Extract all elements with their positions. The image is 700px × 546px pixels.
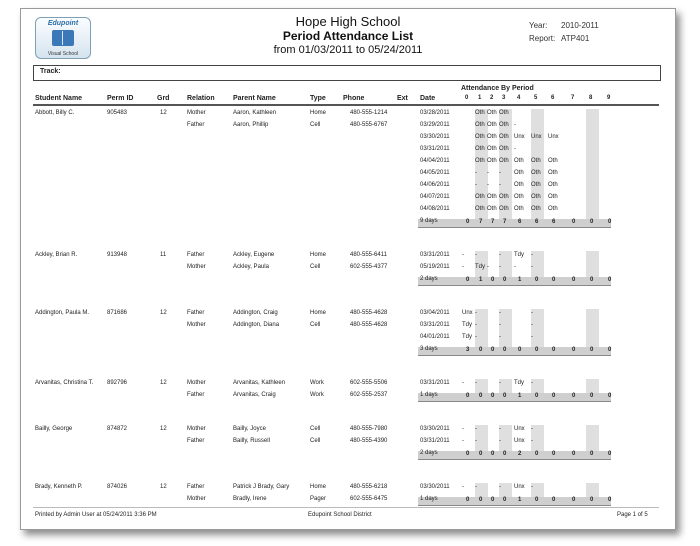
report-title: Period Attendance List (282, 29, 414, 43)
attendance-mark: Oth (475, 110, 485, 116)
attendance-mark: - (475, 322, 477, 328)
period-total: 0 (552, 497, 556, 503)
attendance-mark: - (531, 438, 533, 444)
attendance-mark: - (531, 380, 533, 386)
period-total: 0 (479, 451, 483, 457)
attendance-date: 04/04/2011 (420, 158, 450, 164)
attendance-mark: Unx (548, 134, 559, 140)
period-total: 0 (466, 219, 470, 225)
perm-id: 905483 (107, 110, 128, 116)
parent-name: Addington, Craig (233, 310, 278, 316)
parent-name: Bailly, Joyce (233, 426, 266, 432)
phone-number: 602-555-6475 (350, 496, 388, 502)
report-label: Report: (529, 34, 556, 43)
attendance-mark: Oth (475, 206, 485, 212)
days-total: 1 days (420, 496, 438, 502)
period-total: 0 (590, 347, 594, 353)
attendance-mark: Oth (475, 134, 485, 140)
parent-relation: Father (187, 484, 205, 490)
col-parent-name: Parent Name (233, 95, 276, 102)
perm-id: 871686 (107, 310, 128, 316)
attendance-mark: Oth (475, 194, 485, 200)
period-total: 0 (518, 347, 522, 353)
page-number: Page 1 of 5 (617, 512, 648, 518)
attendance-mark: - (475, 334, 477, 340)
phone-type: Cell (310, 322, 321, 328)
period-total: 1 (518, 277, 522, 283)
attendance-mark: - (499, 310, 501, 316)
attendance-mark: Oth (531, 182, 541, 188)
phone-type: Cell (310, 438, 321, 444)
period-number: 2 (490, 95, 494, 101)
year-value: 2010-2011 (561, 21, 599, 30)
attendance-mark: - (514, 122, 516, 128)
attendance-mark: Oth (531, 194, 541, 200)
grade: 11 (160, 252, 167, 258)
attendance-mark: - (514, 264, 516, 270)
attendance-mark: - (475, 170, 477, 176)
col-student-name: Student Name (35, 95, 83, 102)
attendance-date: 03/31/2011 (420, 380, 450, 386)
attendance-mark: Oth (548, 206, 558, 212)
period-total: 0 (590, 219, 594, 225)
parent-name: Bailly, Russell (233, 438, 270, 444)
attendance-mark: - (475, 310, 477, 316)
phone-type: Cell (310, 264, 321, 270)
parent-name: Ackley, Eugene (233, 252, 275, 258)
period-number: 6 (551, 95, 555, 101)
period-total: 6 (518, 219, 522, 225)
student-name: Abbott, Billy C. (35, 110, 75, 116)
period-shade (586, 109, 599, 219)
attendance-mark: - (462, 380, 464, 386)
period-total: 0 (572, 277, 576, 283)
period-number: 1 (478, 95, 482, 101)
period-number: 8 (589, 95, 593, 101)
period-total: 6 (552, 219, 556, 225)
attendance-mark: Oth (531, 206, 541, 212)
parent-relation: Mother (187, 110, 206, 116)
phone-type: Home (310, 484, 327, 490)
attendance-mark: Oth (487, 194, 497, 200)
attendance-mark: - (531, 310, 533, 316)
col-grade: Grd (157, 95, 170, 102)
attendance-mark: Oth (514, 206, 524, 212)
perm-id: 913948 (107, 252, 128, 258)
period-total: 0 (491, 277, 495, 283)
attendance-mark: Oth (499, 122, 509, 128)
period-total: 0 (552, 451, 556, 457)
period-number: 3 (502, 95, 506, 101)
days-total: 2 days (420, 276, 438, 282)
parent-relation: Father (187, 392, 205, 398)
period-total: 0 (491, 451, 495, 457)
period-shade (531, 109, 544, 219)
attendance-mark: Oth (514, 182, 524, 188)
attendance-mark: - (499, 484, 501, 490)
attendance-mark: - (475, 426, 477, 432)
attendance-mark: Unx (514, 426, 525, 432)
period-total: 0 (552, 393, 556, 399)
attendance-mark: Oth (475, 158, 485, 164)
period-number: 5 (534, 95, 538, 101)
attendance-date: 03/30/2011 (420, 484, 450, 490)
attendance-mark: Oth (514, 158, 524, 164)
attendance-mark: Unx (514, 134, 525, 140)
col-ext: Ext (397, 95, 408, 102)
period-total: 0 (608, 219, 612, 225)
period-total: 0 (503, 497, 507, 503)
period-total: 7 (503, 219, 507, 225)
parent-name: Addington, Diana (233, 322, 280, 328)
attendance-mark: Unx (514, 484, 525, 490)
attendance-date: 03/04/2011 (420, 310, 450, 316)
attendance-mark: Tdy (514, 380, 525, 386)
attendance-mark: - (531, 334, 533, 340)
attendance-mark: - (531, 264, 533, 270)
phone-type: Home (310, 252, 327, 258)
parent-name: Aaron, Kathleen (233, 110, 277, 116)
parent-name: Arvanitas, Craig (233, 392, 276, 398)
period-total: 0 (491, 497, 495, 503)
period-total: 7 (479, 219, 483, 225)
period-total: 0 (479, 497, 483, 503)
attendance-date: 03/31/2011 (420, 252, 450, 258)
attendance-mark: Oth (499, 110, 509, 116)
student-name: Bailly, George (35, 426, 73, 432)
attendance-mark: Oth (475, 122, 485, 128)
period-total: 0 (608, 497, 612, 503)
attendance-mark: Oth (475, 146, 485, 152)
period-total: 0 (466, 393, 470, 399)
attendance-mark: - (475, 182, 477, 188)
printed-by: Printed by Admin User at 05/24/2011 3:36 PM (35, 512, 157, 518)
phone-number: 480-555-6767 (350, 122, 388, 128)
attendance-date: 03/31/2011 (420, 438, 450, 444)
period-shade (586, 483, 599, 497)
attendance-mark: - (462, 252, 464, 258)
period-total: 0 (535, 497, 539, 503)
parent-name: Bradly, Irene (233, 496, 267, 502)
attendance-mark: - (531, 426, 533, 432)
attendance-mark: - (531, 484, 533, 490)
period-total: 0 (535, 451, 539, 457)
student-name: Arvanitas, Christina T. (35, 380, 94, 386)
phone-type: Pager (310, 496, 327, 502)
period-total: 0 (572, 497, 576, 503)
attendance-mark: Oth (499, 134, 509, 140)
period-number: 7 (571, 95, 575, 101)
col-date: Date (420, 95, 436, 102)
period-shade (586, 309, 599, 347)
attendance-mark: - (499, 170, 501, 176)
period-number: 0 (465, 95, 469, 101)
phone-number: 480-555-4628 (350, 310, 388, 316)
period-total: 0 (503, 451, 507, 457)
phone-type: Work (310, 380, 324, 386)
parent-relation: Father (187, 252, 205, 258)
attendance-mark: - (499, 380, 501, 386)
period-total: 0 (590, 451, 594, 457)
days-total: 9 days (420, 218, 438, 224)
phone-number: 480-555-6411 (350, 252, 387, 258)
attendance-mark: Oth (499, 194, 509, 200)
parent-name: Patrick J Brady, Gary (233, 484, 290, 490)
period-total: 1 (518, 497, 522, 503)
period-total: 0 (491, 347, 495, 353)
grade: 12 (160, 110, 167, 116)
attendance-mark: - (475, 484, 477, 490)
grade: 12 (160, 380, 167, 386)
attendance-mark: - (462, 484, 464, 490)
col-type: Type (310, 95, 326, 102)
period-total: 0 (479, 393, 483, 399)
parent-relation: Mother (187, 426, 206, 432)
attendance-mark: Oth (531, 158, 541, 164)
perm-id: 874872 (107, 426, 128, 432)
attendance-mark: Tdy (462, 322, 473, 328)
attendance-mark: - (499, 264, 501, 270)
phone-number: 602-555-2537 (350, 392, 388, 398)
attendance-mark: - (499, 252, 501, 258)
days-total: 2 days (420, 450, 438, 456)
attendance-mark: - (531, 322, 533, 328)
parent-relation: Mother (187, 496, 206, 502)
parent-name: Aaron, Phillip (233, 122, 269, 128)
perm-id: 874026 (107, 484, 128, 490)
attendance-mark: Oth (514, 170, 524, 176)
student-name: Ackley, Brian R. (35, 252, 78, 258)
period-total: 0 (535, 347, 539, 353)
attendance-date: 04/06/2011 (420, 182, 450, 188)
parent-name: Arvanitas, Kathleen (233, 380, 286, 386)
attendance-mark: Oth (548, 170, 558, 176)
attendance-mark: - (499, 334, 501, 340)
student-name: Addington, Paula M. (35, 310, 90, 316)
period-total: 0 (466, 497, 470, 503)
period-total: 0 (572, 219, 576, 225)
period-total: 0 (491, 393, 495, 399)
logo-text: Edupoint (47, 20, 79, 27)
attendance-mark: - (499, 438, 501, 444)
attendance-mark: - (475, 252, 477, 258)
attendance-date: 04/05/2011 (420, 170, 450, 176)
attendance-by-period-header: Attendance By Period (461, 85, 534, 92)
col-relation: Relation (187, 95, 215, 102)
days-total: 3 days (420, 346, 438, 352)
period-total: 0 (590, 497, 594, 503)
attendance-mark: - (499, 426, 501, 432)
parent-relation: Father (187, 122, 205, 128)
totals-bar (418, 347, 611, 356)
phone-number: 480-555-6218 (350, 484, 388, 490)
phone-number: 602-555-4377 (350, 264, 388, 270)
attendance-mark: - (462, 264, 464, 270)
school-name: Hope High School (295, 14, 401, 29)
attendance-mark: Unx (531, 134, 542, 140)
period-total: 0 (503, 277, 507, 283)
header-rule (33, 104, 659, 106)
report-code: ATP401 (561, 34, 590, 43)
attendance-mark: Oth (487, 146, 497, 152)
attendance-date: 04/07/2011 (420, 194, 450, 200)
student-name: Brady, Kenneth P. (35, 484, 83, 490)
attendance-mark: Oth (487, 206, 497, 212)
grade: 12 (160, 310, 167, 316)
attendance-mark: Tdy (514, 252, 525, 258)
attendance-date: 03/30/2011 (420, 134, 450, 140)
period-number: 4 (517, 95, 521, 101)
parent-relation: Mother (187, 264, 206, 270)
attendance-mark: Tdy (462, 334, 473, 340)
parent-relation: Mother (187, 322, 206, 328)
parent-relation: Father (187, 310, 205, 316)
totals-bar (418, 451, 611, 460)
date-range: from 01/03/2011 to 05/24/2011 (273, 44, 423, 56)
phone-type: Cell (310, 426, 321, 432)
attendance-date: 04/08/2011 (420, 206, 450, 212)
period-total: 0 (608, 451, 612, 457)
attendance-mark: Oth (499, 146, 509, 152)
attendance-mark: - (462, 426, 464, 432)
period-total: 0 (535, 393, 539, 399)
attendance-mark: Oth (499, 206, 509, 212)
phone-number: 602-555-5506 (350, 380, 388, 386)
period-number: 9 (607, 95, 611, 101)
parent-relation: Father (187, 438, 205, 444)
attendance-mark: - (475, 380, 477, 386)
attendance-mark: Oth (487, 134, 497, 140)
report-page (20, 8, 676, 530)
logo-subtext: Visual School (47, 51, 79, 57)
attendance-mark: Oth (487, 122, 497, 128)
phone-type: Home (310, 310, 327, 316)
attendance-mark: - (499, 322, 501, 328)
attendance-mark: - (531, 252, 533, 258)
attendance-mark: Unx (514, 438, 525, 444)
attendance-mark: Oth (514, 194, 524, 200)
period-total: 1 (518, 393, 522, 399)
attendance-date: 03/31/2011 (420, 322, 450, 328)
grade: 12 (160, 426, 167, 432)
attendance-mark: - (462, 438, 464, 444)
period-total: 0 (572, 451, 576, 457)
track-box (33, 65, 661, 81)
attendance-mark: Tdy (475, 264, 486, 270)
phone-type: Home (310, 110, 327, 116)
year-label: Year: (529, 21, 548, 30)
period-shade (586, 379, 599, 393)
period-total: 0 (552, 347, 556, 353)
col-perm-id: Perm ID (107, 95, 134, 102)
parent-name: Ackley, Paula (233, 264, 269, 270)
footer-rule (33, 507, 659, 508)
period-total: 0 (608, 393, 612, 399)
period-total: 0 (608, 277, 612, 283)
period-total: 0 (552, 277, 556, 283)
attendance-mark: Oth (487, 158, 497, 164)
attendance-mark: Oth (548, 182, 558, 188)
period-total: 0 (590, 393, 594, 399)
period-total: 0 (590, 277, 594, 283)
attendance-date: 03/29/2011 (420, 122, 450, 128)
period-total: 0 (572, 347, 576, 353)
col-phone: Phone (343, 95, 365, 102)
totals-bar (418, 277, 611, 286)
period-total: 3 (466, 347, 470, 353)
attendance-mark: - (487, 170, 489, 176)
attendance-mark: - (514, 146, 516, 152)
attendance-mark: Oth (531, 170, 541, 176)
phone-number: 480-555-1214 (350, 110, 388, 116)
period-total: 0 (503, 393, 507, 399)
period-total: 7 (491, 219, 495, 225)
attendance-date: 05/19/2011 (420, 264, 450, 270)
period-total: 0 (479, 347, 483, 353)
totals-bar (418, 219, 611, 228)
attendance-date: 03/28/2011 (420, 110, 450, 116)
attendance-mark: - (487, 182, 489, 188)
attendance-date: 03/30/2011 (420, 426, 450, 432)
phone-number: 480-555-4628 (350, 322, 388, 328)
period-total: 6 (535, 219, 539, 225)
attendance-mark: - (487, 264, 489, 270)
phone-type: Work (310, 392, 324, 398)
attendance-mark: Oth (499, 158, 509, 164)
attendance-date: 04/01/2011 (420, 334, 450, 340)
grade: 12 (160, 484, 167, 490)
period-total: 0 (608, 347, 612, 353)
period-total: 0 (466, 277, 470, 283)
totals-bar (418, 497, 611, 506)
totals-bar (418, 393, 611, 402)
period-total: 0 (503, 347, 507, 353)
period-total: 2 (518, 451, 522, 457)
attendance-mark: Oth (548, 194, 558, 200)
period-total: 1 (479, 277, 483, 283)
phone-type: Cell (310, 122, 321, 128)
attendance-mark: - (475, 438, 477, 444)
period-shade (586, 251, 599, 277)
period-shade (586, 425, 599, 451)
parent-relation: Mother (187, 380, 206, 386)
period-total: 0 (535, 277, 539, 283)
attendance-mark: Unx (462, 310, 473, 316)
district-name: Edupoint School District (308, 512, 372, 518)
attendance-mark: Oth (548, 158, 558, 164)
phone-number: 480-555-4390 (350, 438, 388, 444)
attendance-date: 03/31/2011 (420, 146, 450, 152)
attendance-mark: Oth (487, 110, 497, 116)
attendance-mark: - (499, 182, 501, 188)
period-total: 0 (572, 393, 576, 399)
period-total: 0 (466, 451, 470, 457)
days-total: 1 days (420, 392, 438, 398)
perm-id: 892796 (107, 380, 128, 386)
phone-number: 480-555-7980 (350, 426, 388, 432)
track-label: Track: (40, 68, 61, 75)
